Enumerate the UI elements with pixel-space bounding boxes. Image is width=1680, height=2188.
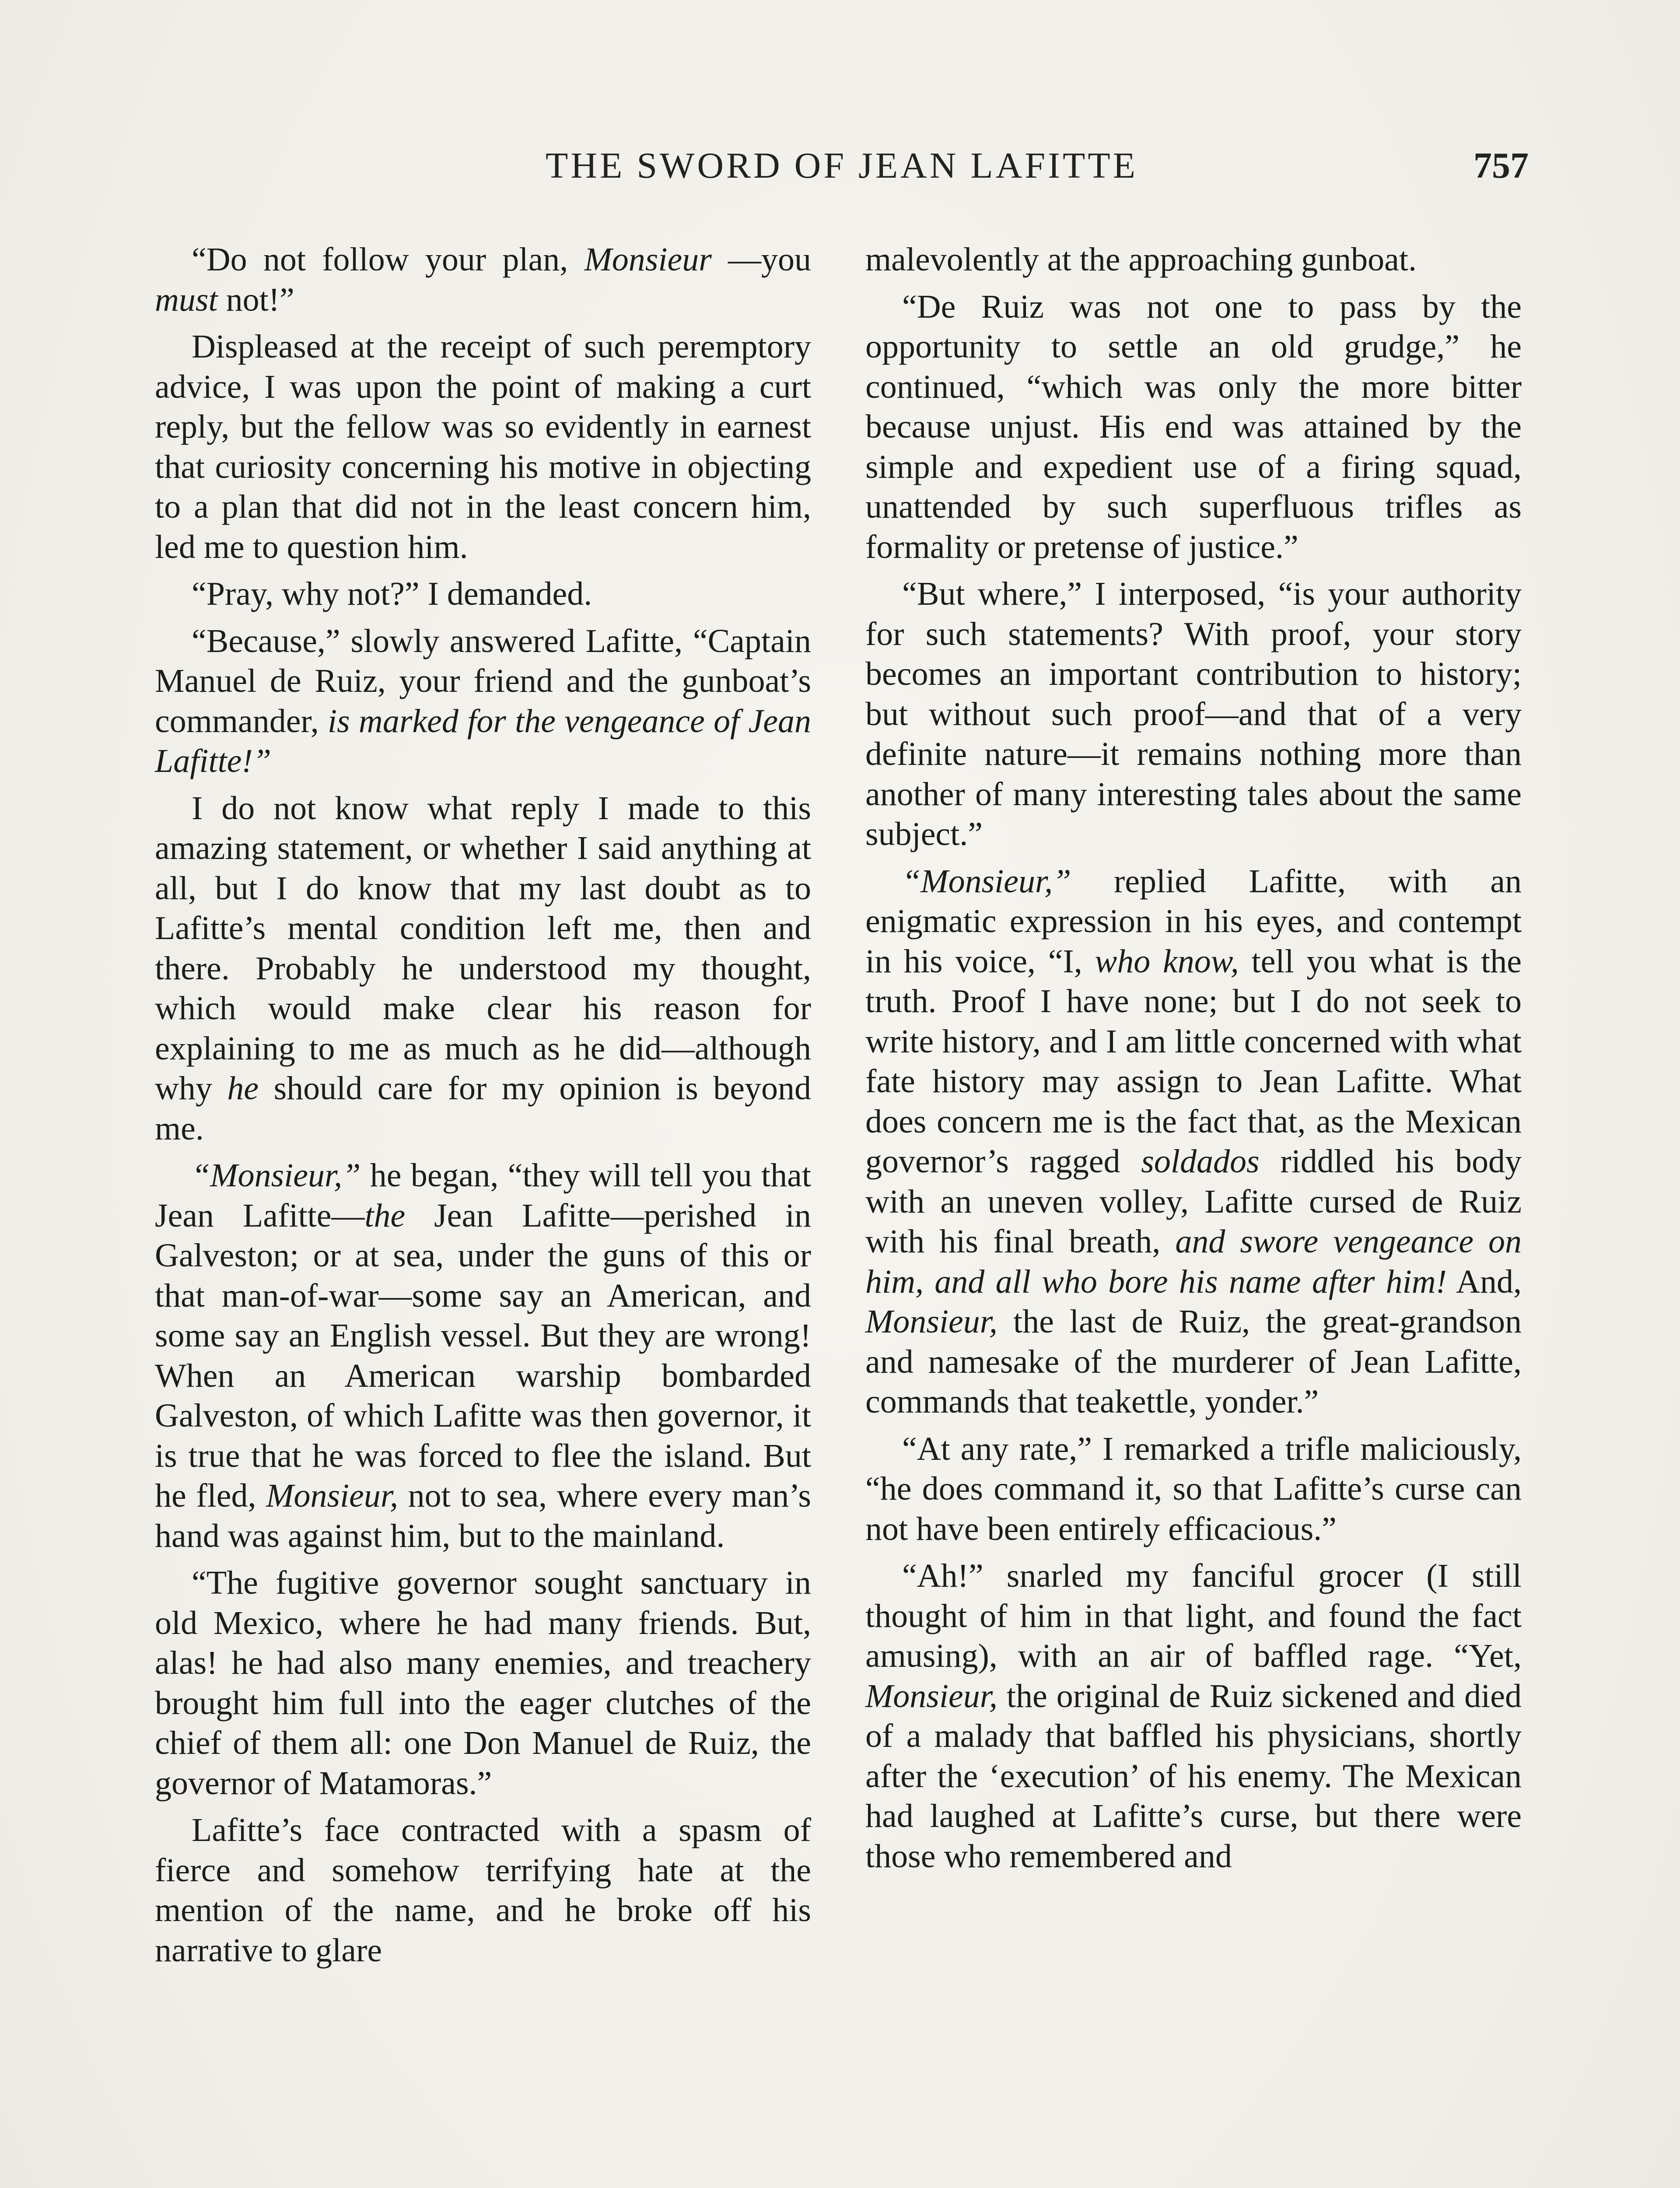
paragraph	[865, 574, 1522, 855]
italic-text: soldados	[1141, 1143, 1260, 1180]
italic-text: is marked for the vengeance of Jean Lafitte!”	[155, 702, 811, 779]
text-run: should care for my opinion is beyond me.	[155, 1070, 811, 1147]
italic-text: “Monsieur,”	[902, 863, 1071, 900]
italic-text: he	[227, 1070, 259, 1107]
italic-text: must	[155, 281, 218, 318]
text-run: And,	[1446, 1263, 1522, 1300]
page-header	[155, 144, 1529, 197]
text-run: “The fugitive governor sought sanctuary in old Mexico, where he had many friends. But, alas! he had also many enemies, and treachery brought him full into the eager clutches of the chief of them all: one Don Manuel de Ruiz, the governor of Matamoras.”	[155, 1564, 811, 1802]
paragraph	[155, 240, 811, 320]
paragraph	[865, 287, 1522, 568]
paragraph	[865, 1429, 1522, 1550]
text-run: Displeased at the receipt of such peremptory advice, I was upon the point of making a curt reply, but the fellow was so evidently in earnest that curiosity concerning his motive in objecting to a plan that did not in the least concern him, led me to question him.	[155, 328, 811, 565]
italic-text: the	[364, 1197, 406, 1234]
text-run: the original de Ruiz sickened and died of a malady that baffled his physicians, shortly after the ‘execution’ of his enemy. The Mexican had laughed at Lafitte’s curse, but there were those who remembered and	[865, 1677, 1522, 1875]
left-text-column	[155, 240, 811, 1978]
italic-text: Monsieur,	[865, 1677, 998, 1715]
italic-text: who know,	[1095, 943, 1239, 980]
paragraph	[155, 789, 811, 1149]
paragraph	[155, 327, 811, 567]
italic-text: and swore vengeance on him, and all who bore his name after him!	[865, 1223, 1522, 1300]
text-run: “But where,” I interposed, “is your authority for such statements? With proof, your story becomes an important contribution to history; but without such proof—and that of a very definite nature—it remains nothing more than another of many interesting tales about the same subject.”	[865, 575, 1522, 852]
text-run: “Ah!” snarled my fanciful grocer (I still thought of him in that light, and found the fact amusing), with an air of baffled rage. “Yet,	[865, 1557, 1522, 1674]
text-run: “Pray, why not?” I demanded.	[192, 575, 592, 612]
paragraph	[865, 240, 1522, 280]
text-run: Jean Lafitte—perished in Galveston; or at sea, under the guns of this or that man-of-war—some say an American, and some say an English vessel. But they are wrong! When an American warship bombarded Galveston, of which Lafitte was then governor, it is true that he was forced to flee the island. But he fled,	[155, 1197, 811, 1514]
text-run: the last de Ruiz, the great-grandson and namesake of the murderer of Jean Lafitte, commands that teakettle, yonder.”	[865, 1303, 1522, 1420]
page-number: 757	[1474, 145, 1529, 186]
text-run: riddled his body with an uneven volley, Lafitte cursed de Ruiz with his final breath,	[865, 1143, 1522, 1260]
text-run: “Because,” slowly answered Lafitte, “Captain Manuel de Ruiz, your friend and the gunboat’s commander,	[155, 622, 811, 740]
paragraph	[155, 621, 811, 782]
italic-text: Monsieur	[584, 241, 712, 278]
italic-text: Monsieur,	[865, 1303, 998, 1340]
paragraph	[155, 1810, 811, 1971]
text-run: tell you what is the truth. Proof I have none; but I do not seek to write history, and I am little concerned with what fate history may assign to Jean Lafitte. What does concern me is the fact that, as the Mexican governor’s ragged	[865, 943, 1522, 1180]
paragraph	[865, 1556, 1522, 1876]
paragraph	[155, 1156, 811, 1556]
text-run: malevolently at the approaching gunboat.	[865, 241, 1417, 278]
paragraph	[155, 1563, 811, 1803]
text-run: not!”	[217, 281, 294, 318]
text-run: “Do not follow your plan,	[192, 241, 584, 278]
text-run: replied Lafitte, with an enigmatic expression in his eyes, and contempt in his voice, “I,	[865, 863, 1522, 980]
text-run: not to sea, where every man’s hand was against him, but to the mainland.	[155, 1477, 811, 1554]
text-run: —you	[711, 241, 812, 278]
italic-text: “Monsieur,”	[192, 1157, 361, 1194]
text-run: “At any rate,” I remarked a trifle maliciously, “he does command it, so that Lafitte’s curse can not have been entirely efficacious.”	[865, 1430, 1522, 1547]
italic-text: Monsieur,	[266, 1477, 399, 1514]
text-run: “De Ruiz was not one to pass by the opportunity to settle an old grudge,” he continued, “which was only the more bitter because unjust. His end was attained by the simple and expedient use of a firing squad, unattended by such superfluous trifles as formality or pretense of justice.”	[865, 288, 1522, 565]
text-run: I do not know what reply I made to this amazing statement, or whether I said anything at all, but I do know that my last doubt as to Lafitte’s mental condition left me, then and there. Probably he understood my thought, which would make clear his reason for explaining to me as much as he did—although why	[155, 789, 811, 1107]
paragraph	[155, 574, 811, 614]
text-run: Lafitte’s face contracted with a spasm of fierce and somehow terrifying hate at the mention of the name, and he broke off his narrative to glare	[155, 1812, 811, 1969]
right-text-column	[865, 240, 1522, 1883]
text-run: he began, “they will tell you that Jean Lafitte—	[155, 1157, 811, 1234]
paragraph	[865, 862, 1522, 1422]
running-title: THE SWORD OF JEAN LAFITTE	[546, 145, 1138, 186]
